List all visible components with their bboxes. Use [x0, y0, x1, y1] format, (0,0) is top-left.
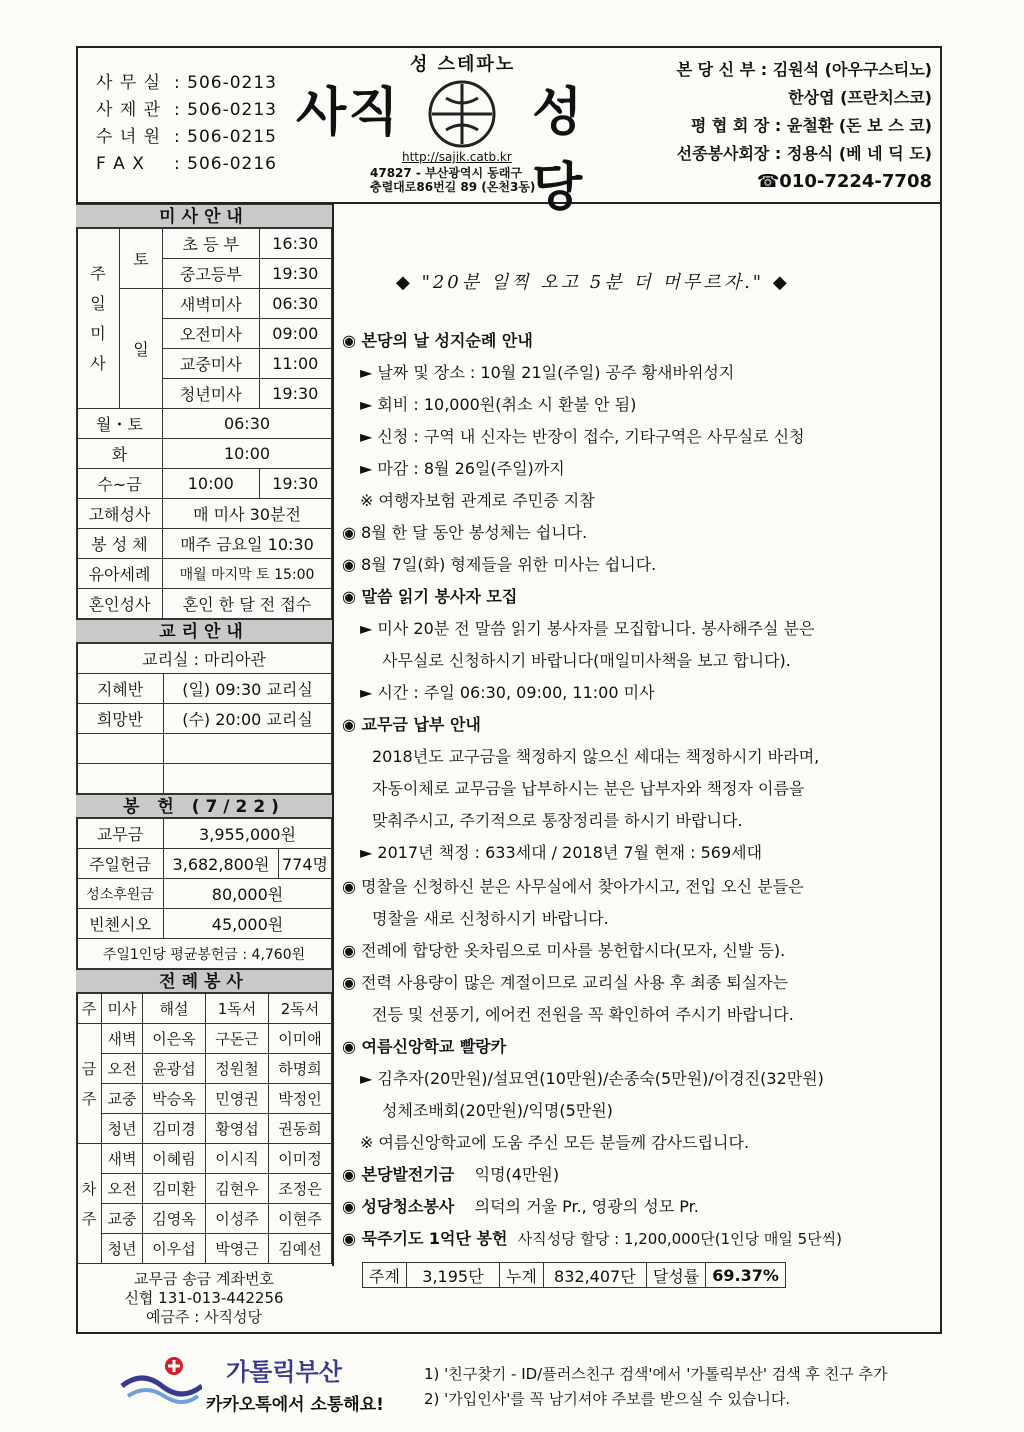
account-info: 교무금 송금 계좌번호 신협 131-013-442256 예금주 : 사직성당: [124, 1270, 284, 1326]
parish-name-left: 사직: [296, 83, 401, 143]
catechism-band: 교리안내: [76, 619, 332, 643]
table-row: 성소후원금 80,000원: [77, 879, 332, 909]
parish-name-right: 성당: [532, 83, 585, 218]
table-row: 청년 김미경 황영섭 권동희: [77, 1114, 332, 1144]
table-row: 유아세례 매월 마지막 토 15:00: [77, 559, 332, 589]
table-row: 교중 김영옥 이성주 이현주: [77, 1204, 332, 1234]
notice-line: 맞춰주시고, 주기적으로 통장정리를 하시기 바랍니다.: [372, 811, 743, 830]
notice-summer-school-title: ◉ 여름신앙학교 빨랑카: [342, 1037, 507, 1056]
notice-line: 2018년도 교구금을 책정하지 않으신 세대는 책정하시기 바라며,: [372, 747, 820, 766]
mass-schedule-table: [76, 228, 332, 619]
liturgy-table: [76, 993, 332, 1264]
table-row: 오전 김미환 김현우 조정은: [77, 1174, 332, 1204]
catechism-table: [76, 643, 332, 794]
notice-readers-title: ◉ 말씀 읽기 봉사자 모집: [342, 587, 518, 606]
contact-rectory: 사 제 관 : 506-0213: [96, 100, 277, 120]
table-row: 수~금 10:00 19:30: [77, 469, 332, 499]
notice-line: ► 신청 : 구역 내 신자는 반장이 접수, 기타구역은 사무실로 신청: [360, 427, 805, 446]
table-row: 청년 이우섭 박영근 김예선: [77, 1234, 332, 1264]
clergy-council-president: 평 협 회 장 : 윤철환 (돈 보 스 코): [690, 116, 932, 135]
table-row: 화 10:00: [77, 439, 332, 469]
contact-fax: F A X : 506-0216: [96, 154, 277, 174]
notice-line: ※ 여름신앙학교에 도움 주신 모든 분들께 감사드립니다.: [360, 1133, 750, 1152]
notice-line: ► 날짜 및 장소 : 10월 21일(주일) 공주 황새바위성지: [360, 363, 735, 382]
notice-line: ► 회비 : 10,000원(취소 시 환불 안 됨): [360, 395, 637, 414]
table-row: 월・토 06:30: [77, 409, 332, 439]
clergy-assistant: 한상엽 (프란치스코): [788, 88, 932, 107]
contact-list: [96, 70, 277, 178]
notice-nametag: ◉ 명찰을 신청하신 분은 사무실에서 찾아가시고, 전입 오신 분들은: [342, 877, 804, 896]
rosary-table: [362, 1262, 786, 1288]
notice-brothers-mass: ◉ 8월 7일(화) 형제들을 위한 미사는 쉽니다.: [342, 555, 657, 574]
offering-table: [76, 818, 332, 969]
table-row: 주 미사 해설 1독서 2독서: [77, 994, 332, 1024]
table-row: [77, 734, 332, 764]
table-row: 교중미사 11:00: [77, 349, 332, 379]
notice-line: ► 2017년 책정 : 633세대 / 2018년 7월 현재 : 569세대: [360, 843, 763, 862]
table-row: 지혜반 (일) 09:30 교리실: [77, 674, 332, 704]
column-divider: [332, 204, 334, 1266]
notice-line: ► 시간 : 주일 06:30, 09:00, 11:00 미사: [360, 683, 655, 702]
notice-cleaning: ◉ 성당청소봉사 의덕의 거울 Pr., 영광의 성모 Pr.: [342, 1197, 699, 1216]
table-row: 주일1인당 평균봉헌금 : 4,760원: [77, 939, 332, 969]
notice-rosary: ◉ 묵주기도 1억단 봉헌 사직성당 할당 : 1,200,000단(1인당 매일 5단씩): [342, 1229, 843, 1248]
sunday-mass-label: 주일미사: [77, 229, 120, 409]
saturday-label: 토: [120, 229, 163, 289]
notice-dues-title: ◉ 교무금 납부 안내: [342, 715, 481, 734]
table-row: 희망반 (수) 20:00 교리실: [77, 704, 332, 734]
table-row: 주일미사 토 초 등 부 16:30: [77, 229, 332, 259]
contact-office: 사 무 실 : 506-0213: [96, 73, 277, 93]
footer-subtitle: 카카오톡에서 소통해요!: [206, 1395, 384, 1415]
clergy-list: [662, 56, 932, 196]
table-row: 봉 성 체 매주 금요일 10:30: [77, 529, 332, 559]
table-row: 빈첸시오 45,000원: [77, 909, 332, 939]
offering-band: 봉 헌 (7/22): [76, 794, 332, 818]
motto: ◆ "20분 일찍 오고 5분 더 머무르자." ◆: [396, 272, 790, 293]
table-row: 혼인성사 혼인 한 달 전 접수: [77, 589, 332, 619]
liturgy-band: 전례봉사: [76, 969, 332, 993]
notice-line: ※ 여행자보험 관계로 주민증 지참: [360, 491, 595, 510]
table-row: 차주 새벽 이혜림 이시직 이미정: [77, 1144, 332, 1174]
table-row: 오전 윤광섭 정원철 하명희: [77, 1054, 332, 1084]
notice-line: ► 미사 20분 전 말씀 읽기 봉사자를 모집합니다. 봉사해주실 분은: [360, 619, 815, 638]
catholic-busan-logo: [118, 1356, 202, 1404]
table-row: 교무금 3,955,000원: [77, 819, 332, 849]
table-row: 주일헌금 3,682,800원 774명: [77, 849, 332, 879]
mass-schedule-band: 미사안내: [76, 204, 332, 228]
notice-attire: ◉ 전례에 합당한 옷차림으로 미사를 봉헌합시다(모자, 신발 등).: [342, 941, 786, 960]
notice-line: ► 마감 : 8월 26일(주일)까지: [360, 459, 565, 478]
notice-line: ► 김추자(20만원)/설묘연(10만원)/손종숙(5만원)/이경진(32만원): [360, 1069, 824, 1088]
clergy-funeral-chair: 선종봉사회장 : 정용식 (베 네 딕 도): [676, 144, 932, 163]
footer-title: 가톨릭부산: [226, 1358, 342, 1386]
notice-communion: ◉ 8월 한 달 동안 봉성체는 쉽니다.: [342, 523, 588, 542]
table-row: 고해성사 매 미사 30분전: [77, 499, 332, 529]
this-week-label: 금주: [77, 1024, 102, 1144]
footer-notes: 1) '친구찾기 - ID/플러스친구 검색'에서 '가톨릭부산' 검색 후 친구 추가 2) '가입인사'를 꼭 남기셔야 주보를 받으실 수 있습니다.: [424, 1365, 888, 1408]
table-row: 주계 3,195단 누계 832,407단 달성률 69.37%: [363, 1263, 786, 1288]
table-row: 금주 새벽 이은옥 구돈근 이미애: [77, 1024, 332, 1054]
notice-development-fund: ◉ 본당발전기금 익명(4만원): [342, 1165, 560, 1184]
next-week-label: 차주: [77, 1144, 102, 1264]
notice-line: 성체조배회(20만원)/익명(5만원): [382, 1101, 613, 1120]
clergy-phone: ☎010-7224-7708: [756, 171, 932, 192]
table-row: 일 새벽미사 06:30: [77, 289, 332, 319]
parish-patron: 성 스테파노: [410, 54, 516, 75]
parish-cross-logo: [426, 78, 498, 150]
table-row: 교중 박승옥 민영권 박정인: [77, 1084, 332, 1114]
left-column: [76, 204, 332, 1264]
notice-line: 사무실로 신청하시기 바랍니다(매일미사책을 보고 합니다).: [382, 651, 791, 670]
parish-url[interactable]: http://sajik.catb.kr: [402, 150, 512, 164]
table-row: 청년미사 19:30: [77, 379, 332, 409]
notice-power: ◉ 전력 사용량이 많은 계절이므로 교리실 사용 후 최종 퇴실자는: [342, 973, 789, 992]
sunday-label: 일: [120, 289, 163, 409]
notice-pilgrimage-title: ◉ 본당의 날 성지순례 안내: [342, 331, 533, 350]
notice-line: 명찰을 새로 신청하시기 바랍니다.: [372, 909, 609, 928]
table-row: [77, 764, 332, 794]
table-row: 교리실 : 마리아관: [77, 644, 332, 674]
notice-line: 전등 및 선풍기, 에어컨 전원을 꼭 확인하여 주시기 바랍니다.: [372, 1005, 794, 1024]
table-row: 오전미사 09:00: [77, 319, 332, 349]
parish-address: 47827 - 부산광역시 동래구 충렬대로86번길 89 (온천3동): [370, 166, 536, 194]
clergy-pastor: 본 당 신 부 : 김원석 (아우구스티노): [676, 60, 932, 79]
table-row: 중고등부 19:30: [77, 259, 332, 289]
contact-convent: 수 녀 원 : 506-0215: [96, 127, 277, 147]
notice-line: 자동이체로 교무금을 납부하시는 분은 납부자와 책정자 이름을: [372, 779, 805, 798]
